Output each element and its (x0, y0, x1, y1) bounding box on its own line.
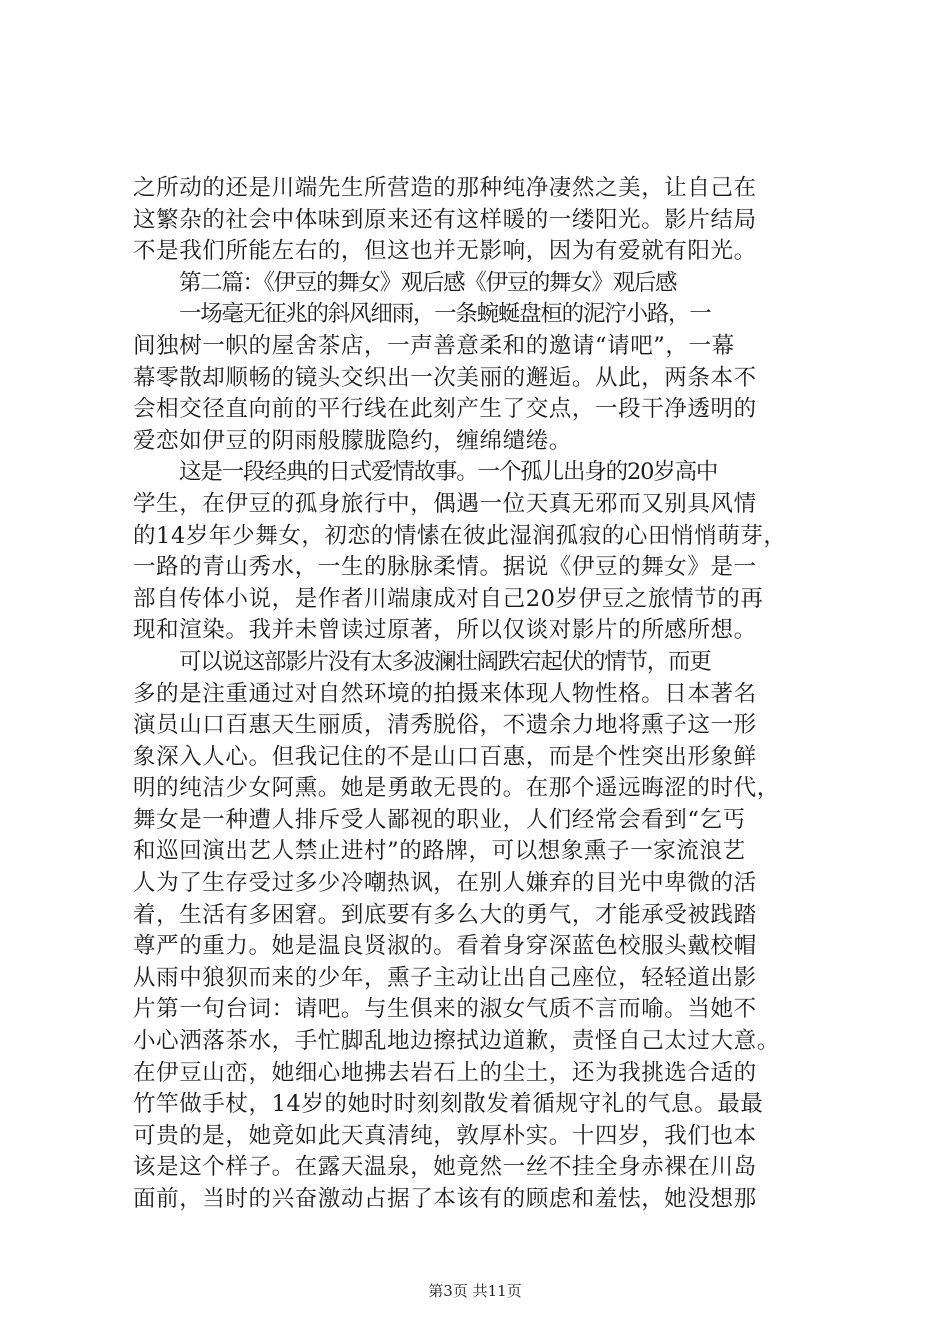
text-line: 爱恋如伊豆的阴雨般朦胧隐约，缠绵缱绻。 (133, 427, 572, 454)
text-line: 会相交径直向前的平行线在此刻产生了交点，一段干净透明的 (133, 396, 757, 423)
text-line: 竹竿做手杖，14岁的她时时刻刻散发着循规守礼的气息。最最 (133, 1091, 764, 1118)
text-line: 面前，当时的兴奋激动占据了本该有的顾虑和羞怯，她没想那 (133, 1186, 757, 1212)
text-line: 着，生活有多困窘。到底要有多么大的勇气，才能承受被践踏 (133, 901, 757, 928)
text-line: 人为了生存受过多少冷嘲热讽，在别人嫌弃的目光中卑微的活 (133, 870, 757, 897)
text-line: 尊严的重力。她是温良贤淑的。看着身穿深蓝色校服头戴校帽 (133, 933, 757, 960)
text-line: 间独树一帜的屋舍茶店，一声善意柔和的邀请“请吧”，一幕 (133, 332, 735, 359)
text-line: 多的是注重通过对自然环境的拍摄来体现人物性格。日本著名 (133, 680, 757, 707)
text-line: 片第一句台词：请吧。与生俱来的淑女气质不言而喻。当她不 (133, 996, 757, 1023)
text-line: 小心洒落茶水，手忙脚乱地边擦拭边道歉，责怪自己太过大意。 (133, 1028, 780, 1055)
text-line: 一场毫无征兆的斜风细雨，一条蜿蜒盘桓的泥泞小路，一 (179, 301, 711, 328)
text-line: 这繁杂的社会中体味到原来还有这样暖的一缕阳光。影片结局 (133, 206, 757, 233)
text-line: 在伊豆山峦，她细心地拂去岩石上的尘土，还为我挑选合适的 (133, 1059, 757, 1086)
text-line: 这是一段经典的日式爱情故事。一个孤儿出身的20岁高中 (179, 459, 718, 486)
text-line: 可贵的是，她竟如此天真清纯，敦厚朴实。十四岁，我们也本 (133, 1122, 757, 1149)
text-line: 的14岁年少舞女，初恋的情愫在彼此湿润孤寂的心田悄悄萌芽， (133, 522, 787, 549)
text-line: 明的纯洁少女阿熏。她是勇敢无畏的。在那个遥远晦涩的时代， (133, 775, 780, 802)
text-line: 部自传体小说，是作者川端康成对自己20岁伊豆之旅情节的再 (133, 585, 764, 612)
page-number-footer: 第3页 共11页 (428, 1282, 522, 1300)
text-line: 之所动的还是川端先生所营造的那种纯净凄然之美，让自己在 (133, 175, 757, 201)
document-body (133, 173, 853, 1216)
text-line: 舞女是一种遭人排斥受人鄙视的职业，人们经常会看到“乞丐 (133, 806, 746, 833)
text-line: 现和渲染。我并未曾读过原著，所以仅谈对影片的所感所想。 (133, 617, 757, 644)
text-line: 不是我们所能左右的，但这也并无影响，因为有爱就有阳光。 (133, 238, 757, 265)
text-line: 第二篇：《伊豆的舞女》观后感《伊豆的舞女》观后感 (179, 269, 677, 296)
text-line: 该是这个样子。在露天温泉，她竟然一丝不挂全身赤裸在川岛 (133, 1154, 757, 1181)
text-line: 和巡回演出艺人禁止进村”的路牌，可以想象熏子一家流浪艺 (133, 838, 746, 865)
text-line: 学生，在伊豆的孤身旅行中，偶遇一位天真无邪而又别具风情 (133, 490, 757, 517)
text-line: 演员山口百惠天生丽质，清秀脱俗，不遗余力地将熏子这一形 (133, 712, 757, 739)
text-line: 从雨中狼狈而来的少年，熏子主动让出自己座位，轻轻道出影 (133, 964, 757, 991)
text-line: 象深入人心。但我记住的不是山口百惠，而是个性突出形象鲜 (133, 743, 757, 770)
text-line: 幕零散却顺畅的镜头交织出一次美丽的邂逅。从此，两条本不 (133, 364, 757, 391)
text-line: 一路的青山秀水，一生的脉脉柔情。据说《伊豆的舞女》是一 (133, 554, 757, 581)
text-line: 可以说这部影片没有太多波澜壮阔跌宕起伏的情节，而更 (179, 648, 711, 675)
